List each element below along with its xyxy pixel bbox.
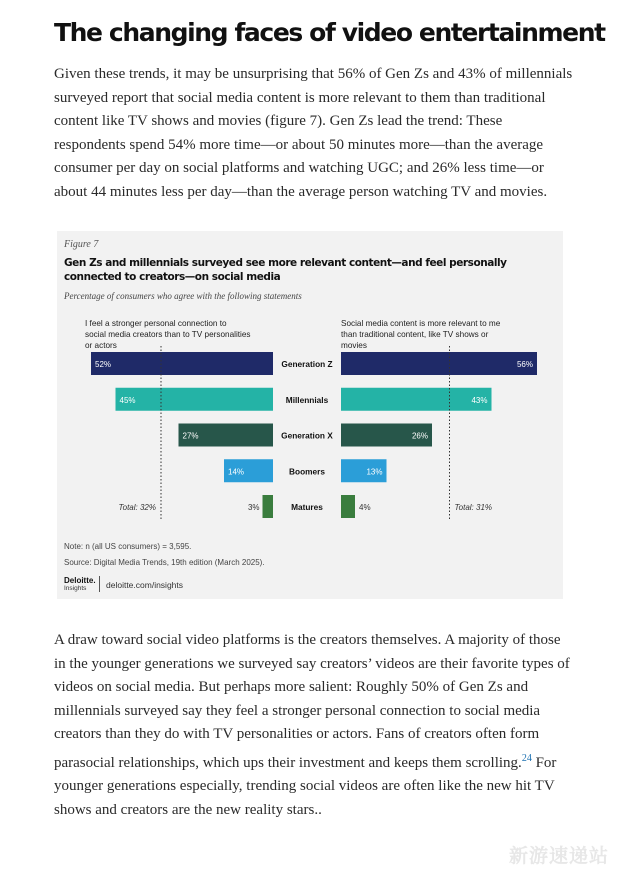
right-value-label: 56%	[516, 360, 533, 369]
intro-paragraph: Given these trends, it may be unsurprising that 56% of Gen Zs and 43% of millennials surveyed report that social media content is more relevant to them than traditional content like TV shows and movies (figure 7). Gen Zs lead the trend: These respondents spend 54% more time—or about 50 minutes more—than the average consumer per day on social platforms and watching UGC; and 26% less time—or about 44 minutes less per day—than the average person watching TV and movies.	[54, 66, 573, 200]
left-total-label: Total: 32%	[118, 503, 156, 512]
figure-source: Source: Digital Media Trends, 19th edition (March 2025).	[64, 558, 265, 567]
left-bar	[116, 388, 274, 411]
right-value-label: 4%	[359, 503, 371, 512]
right-bar	[341, 388, 492, 411]
right-value-label: 13%	[366, 467, 383, 477]
category-label: Millennials	[285, 394, 329, 405]
right-value-label: 43%	[471, 395, 488, 405]
category-label: Generation Z	[281, 359, 333, 369]
brand-name: Deloitte.	[64, 576, 96, 585]
left-bar	[263, 495, 274, 518]
left-value-label: 45%	[119, 395, 136, 405]
left-series-header: social media creators than to TV personalities	[85, 330, 251, 339]
footnote-link[interactable]: 24	[521, 752, 532, 764]
category-label: Generation X	[281, 430, 333, 441]
right-bar	[341, 495, 355, 518]
body-paragraph-tail: For younger generations especially, trending social videos are often like the new hit TV shows and creators are the new reality stars..	[54, 754, 557, 818]
body-paragraph	[54, 629, 574, 822]
left-value-label: 14%	[228, 467, 245, 477]
right-series-header: movies	[341, 341, 367, 350]
figure-subtitle: Percentage of consumers who agree with the following statements	[64, 291, 302, 301]
left-value-label: 3%	[247, 503, 260, 512]
left-value-label: 27%	[182, 431, 199, 441]
left-series-header: or actors	[85, 341, 117, 350]
body-paragraph-text: A draw toward social video platforms is the creators themselves. A majority of those in the younger generations we surveyed say creators’ videos are their favorite types of videos on social media. But perhaps more salient: Roughly 50% of Gen Zs and millennials surveyed say they feel a stronger personal connection to social media creators than they do with TV personalities or actors. Fans of creators often form parasocial relationships, which ups their investment and keeps them scrolling.	[54, 632, 570, 771]
right-series-header: Social media content is more relevant to me	[341, 319, 501, 328]
category-label: Boomers	[289, 466, 325, 477]
left-bar	[91, 352, 273, 375]
site-watermark: 新游速递站	[508, 845, 609, 867]
diverging-bar-chart	[57, 231, 563, 531]
left-value-label: 52%	[95, 360, 112, 369]
figure-7	[57, 231, 563, 599]
figure-label: Figure 7	[64, 239, 99, 250]
figure-title: Gen Zs and millennials surveyed see more relevant content—and feel personally connected to creators—on social media	[64, 257, 507, 283]
right-total-label: Total: 31%	[454, 503, 493, 512]
article-title: The changing faces of video entertainment	[54, 18, 605, 47]
left-series-header: I feel a stronger personal connection to	[85, 319, 227, 328]
right-value-label: 26%	[411, 431, 428, 441]
brand-link[interactable]: deloitte.com/insights	[106, 580, 184, 590]
right-series-header: than traditional content, like TV shows or	[341, 330, 489, 339]
figure-note: Note: n (all US consumers) = 3,595.	[64, 542, 192, 551]
deloitte-logo	[64, 577, 96, 593]
right-bar	[341, 352, 537, 375]
brand-divider	[99, 576, 100, 592]
category-label: Matures	[291, 502, 323, 512]
brand-sub: Insights	[64, 585, 87, 592]
